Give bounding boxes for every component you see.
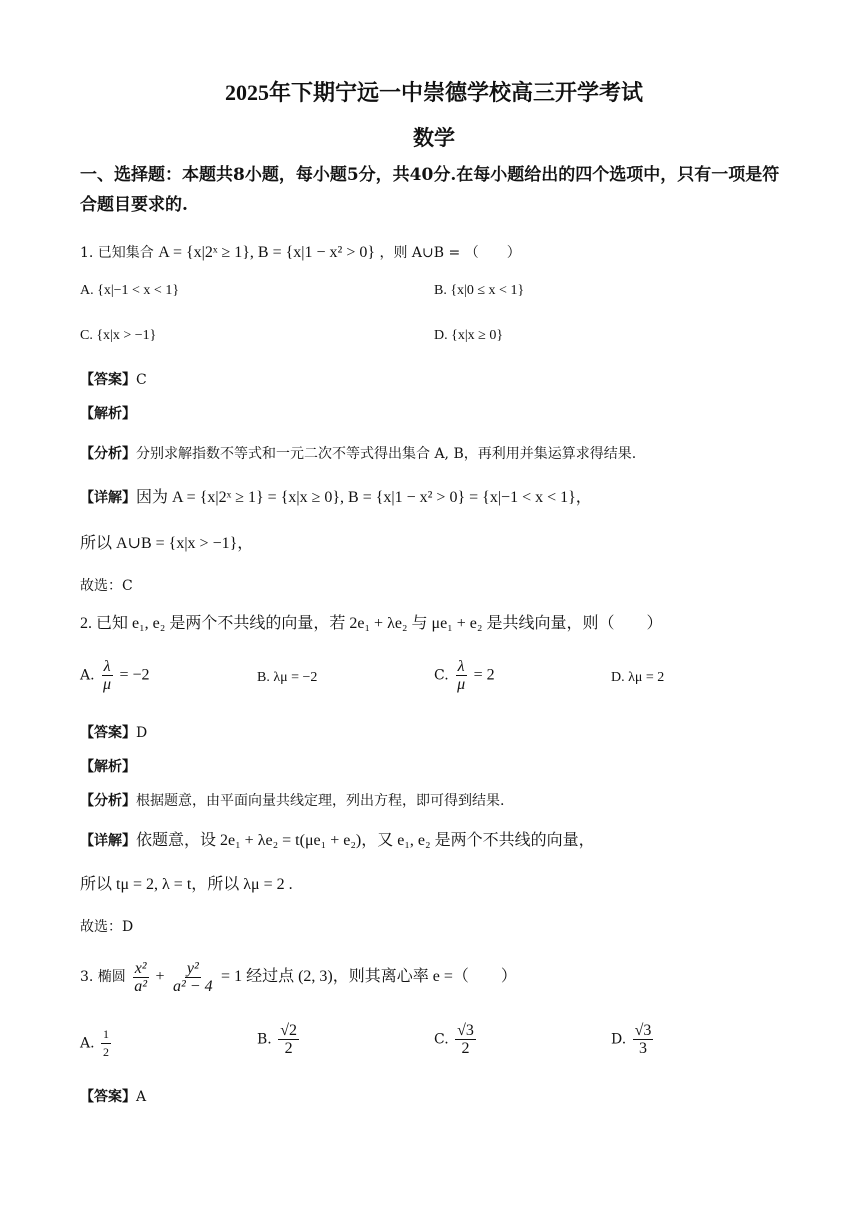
q1-option-b: B. {x|0 ≤ x < 1} [434,283,525,298]
q1-fenxi: 【分析】分别求解指数不等式和一元二次不等式得出集合 A, B，再利用并集运算求得结果. [80,446,637,462]
q1-detail-1: 【详解】因为 A = {x|2ˣ ≥ 1} = {x|x ≥ 0}, B = {x|1 − x² > 0} = {x|−1 < x < 1}， [80,489,592,506]
q1-analysis-label: 【解析】 [80,406,136,422]
q2-detail-1: 【详解】依题意，设 2e₁ + λe₂ = t(μe₁ + e₂)，又 e₁, e₂ 是两个不共线的向量， [80,832,595,849]
q1-option-d: D. {x|x ≥ 0} [434,328,504,343]
subject-heading: 数学 [413,125,455,150]
q1-choice: 故选：C [80,578,133,594]
q1-stem: 1. 已知集合 A = {x|2ˣ ≥ 1}, B = {x|1 − x² > 0} ，则 A∪B = （ ） [80,244,521,261]
q3-option-b-fraction: $\frac{√2}{2}$ [280,1022,297,1057]
q2-stem: 2. 已知 e₁, e₂ 是两个不共线的向量，若 2e₁ + λe₂ 与 μe₁ + e₂ 是共线向量，则（ ） [80,615,663,632]
q1-answer: 【答案】C [80,372,147,388]
exam-title: 2025年下期宁远一中崇德学校高三开学考试 [224,80,643,105]
q3-fraction-x: $\frac{\text{x²}}{\text{a²}}$ [134,959,148,995]
q3-option-a: A. $\frac{1}{2}$ [80,1027,110,1059]
q3-option-b: B. $\frac{√2}{2}$ [257,1022,297,1057]
q2-detail-2: 所以 tμ = 2, λ = t，所以 λμ = 2 . [80,876,293,893]
q1-option-a: A. {x|−1 < x < 1} [80,283,180,298]
q2-fenxi: 【分析】根据题意，由平面向量共线定理，列出方程，即可得到结果. [80,793,505,809]
q3-option-c: C. $\frac{√3}{2}$ [434,1022,474,1057]
q2-option-a-fraction: $\frac{\lambda}{\mu}$ [103,658,112,693]
q3-option-a-fraction: $\frac{1}{2}$ [103,1027,110,1059]
q1-detail-2: 所以 A∪B = {x|x > −1}， [80,535,254,552]
q2-option-a: A. $\frac{\lambda}{\mu}$ = −2 [80,658,150,693]
q1-math: A = {x|2ˣ ≥ 1}, B = {x|1 − x² > 0} [158,244,376,261]
q2-option-c: C. $\frac{\lambda}{\mu}$ = 2 [434,658,495,693]
q2-option-c-fraction: $\frac{\lambda}{\mu}$ [457,658,466,693]
q3-fraction-y: $\frac{\text{y²}}{\text{a² − 4}}$ [173,959,213,995]
q1-option-c: C. {x|x > −1} [80,328,157,343]
q3-option-d: D. $\frac{√3}{3}$ [611,1022,652,1057]
q2-option-b: B. λμ = −2 [257,670,318,685]
section-heading: 一、选择题：本题共8小题，每小题5分，共40分.在每小题给出的四个选项中，只有一项是符合题目要求的. [80,165,780,215]
q3-answer: 【答案】A [80,1089,147,1105]
q2-option-d: D. λμ = 2 [611,670,665,685]
q2-analysis-label: 【解析】 [80,759,136,775]
q3-option-c-fraction: $\frac{√3}{2}$ [457,1022,474,1057]
q2-choice: 故选：D [80,919,134,935]
q3-stem: 3. 椭圆 $\frac{\text{x²}}{\text{a²}}$ + $\frac{\text{y²}}{\text{a² − 4}}$ = 1 经过点 (2, 3)，则其离心率 e =（ ） [80,959,517,995]
q3-option-d-fraction: $\frac{√3}{3}$ [634,1022,652,1057]
q2-answer: 【答案】D [80,725,148,741]
